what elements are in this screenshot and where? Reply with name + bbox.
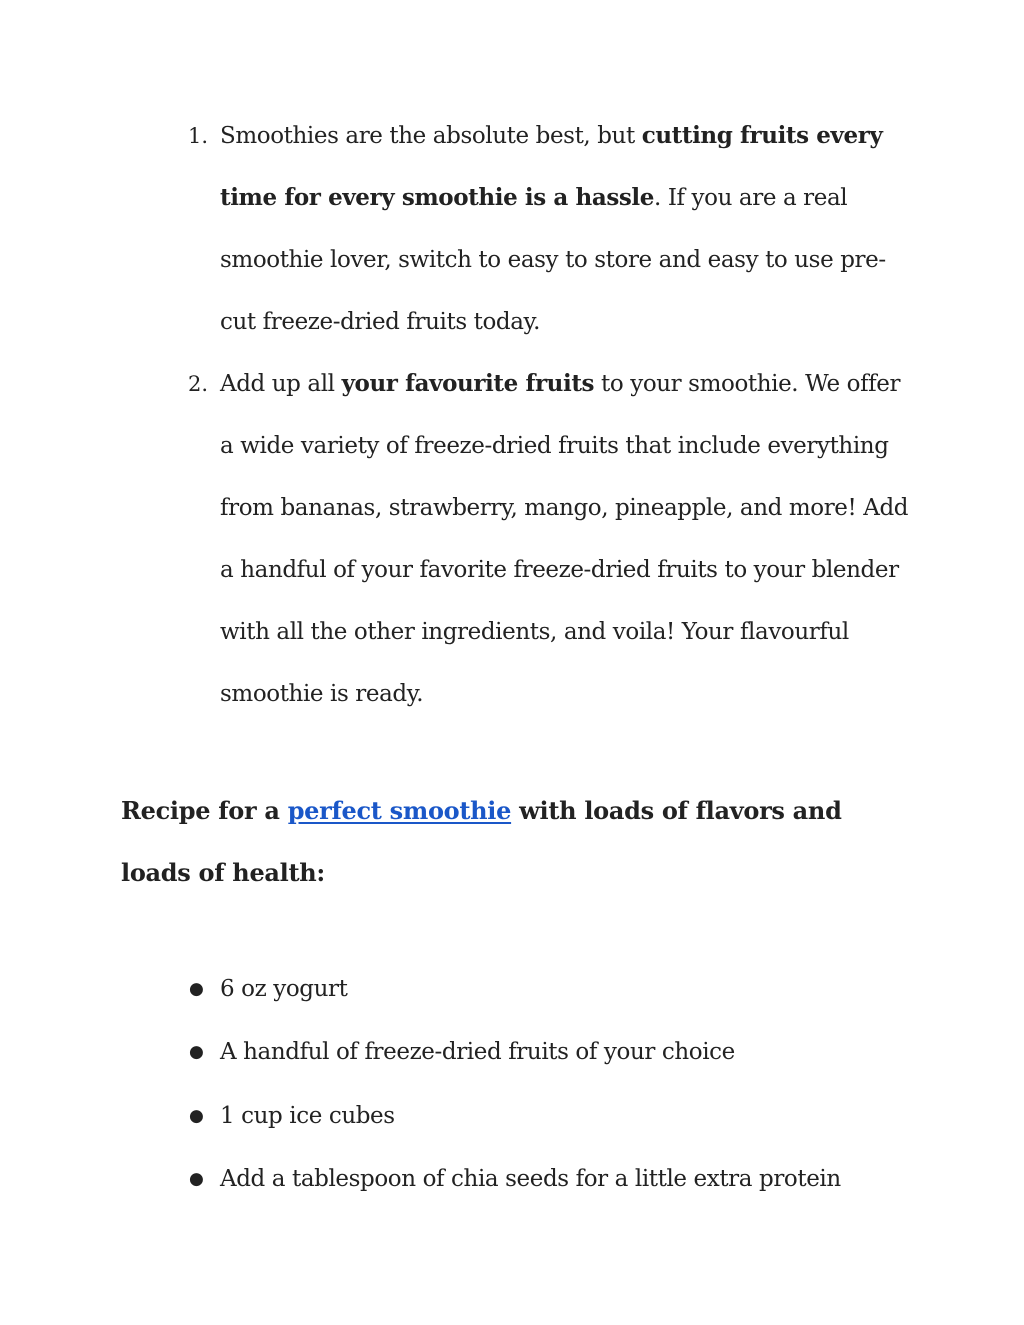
perfect-smoothie-link[interactable]: perfect smoothie bbox=[287, 796, 512, 825]
list-number: 2. bbox=[188, 372, 209, 396]
list-number: 1. bbox=[188, 124, 209, 148]
bullet-icon: ● bbox=[189, 1106, 204, 1126]
bullet-item-text: Add a tablespoon of chia seeds for a little extra protein bbox=[220, 1166, 841, 1192]
recipe-heading bbox=[121, 780, 911, 904]
heading-text: Recipe for a bbox=[121, 796, 288, 825]
list-item-text bbox=[220, 353, 910, 725]
list-item-text-bold: cutting fruits every time for every smoothie is a hassle bbox=[220, 122, 883, 211]
bullet-icon: ● bbox=[189, 1169, 204, 1189]
bullet-icon: ● bbox=[189, 1042, 204, 1062]
bullet-list-item bbox=[188, 1159, 948, 1199]
bullet-list-item bbox=[188, 969, 948, 1009]
heading-text: with loads of flavors and loads of health: bbox=[121, 796, 842, 887]
bullet-list-item bbox=[188, 1096, 948, 1136]
bullet-item-text: 6 oz yogurt bbox=[220, 976, 348, 1002]
bullet-item-text: A handful of freeze-dried fruits of your choice bbox=[220, 1039, 735, 1065]
list-item-text-plain: Add up all bbox=[220, 371, 342, 397]
list-item-text-plain: to your smoothie. We offer a wide variety of freeze-dried fruits that include everything from bananas, strawberry, mango, pineapple, and more! Add a handful of your favorite freeze-dried fruits to your blender with all the other ingredients, and voila! Your flavourful smoothie is ready. bbox=[220, 371, 909, 707]
list-item-text-plain: . If you are a real smoothie lover, switch to easy to store and easy to use pre-cut freeze-dried fruits today. bbox=[220, 185, 886, 335]
bullet-icon: ● bbox=[189, 979, 204, 999]
bullet-list-item bbox=[188, 1032, 948, 1072]
list-item-text bbox=[220, 105, 910, 353]
list-item-text-plain: Smoothies are the absolute best, but bbox=[220, 123, 642, 149]
bullet-item-text: 1 cup ice cubes bbox=[220, 1103, 395, 1129]
list-item-text-bold: your favourite fruits bbox=[341, 370, 595, 397]
